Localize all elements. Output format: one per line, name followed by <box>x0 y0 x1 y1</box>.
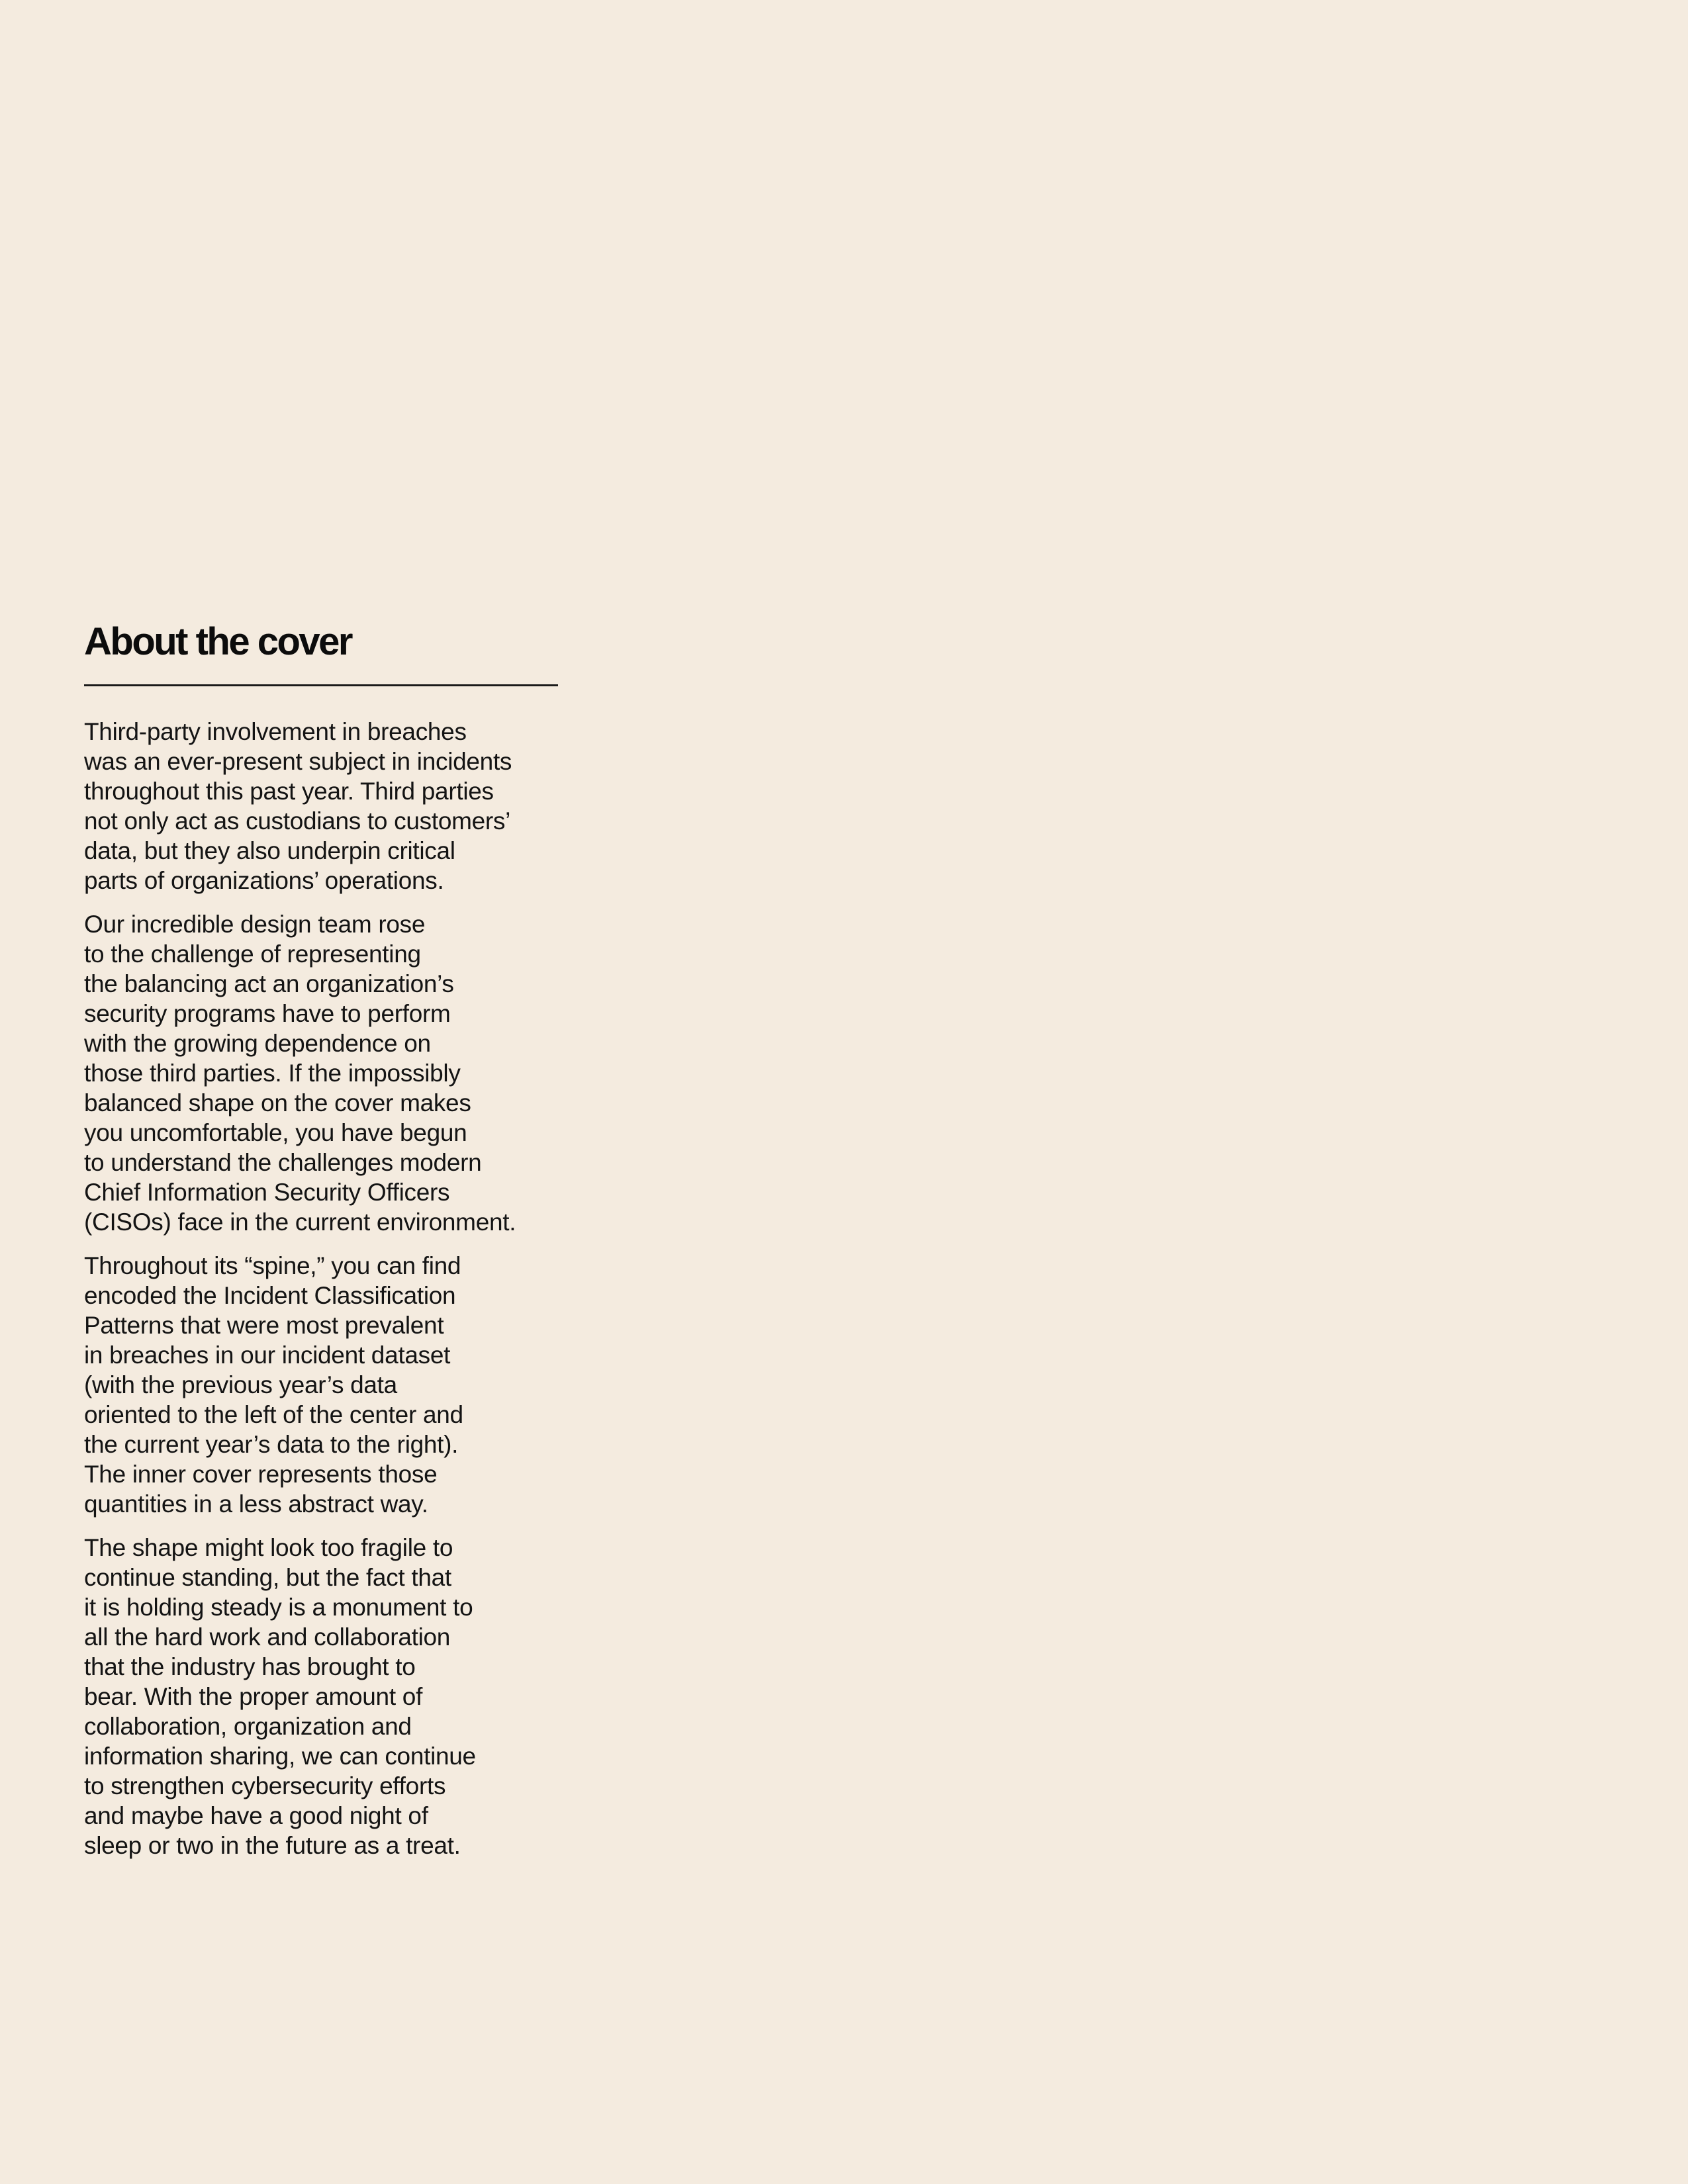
title-divider <box>84 684 558 686</box>
text-line: encoded the Incident Classification <box>84 1282 456 1309</box>
text-line: the current year’s data to the right). <box>84 1431 459 1458</box>
text-line: Third-party involvement in breaches <box>84 718 467 745</box>
text-line: with the growing dependence on <box>84 1030 431 1057</box>
text-line: (with the previous year’s data <box>84 1371 397 1398</box>
paragraph-design-team <box>84 909 559 1237</box>
text-line: to strengthen cybersecurity efforts <box>84 1772 446 1799</box>
text-line: collaboration, organization and <box>84 1713 412 1740</box>
text-line: throughout this past year. Third parties <box>84 778 494 805</box>
text-line: Patterns that were most prevalent <box>84 1312 444 1339</box>
body-copy <box>84 717 559 1860</box>
text-line: to understand the challenges modern <box>84 1149 482 1176</box>
paragraph-fragile-shape <box>84 1533 559 1860</box>
text-line: continue standing, but the fact that <box>84 1564 451 1591</box>
section-title: About the cover <box>84 620 352 663</box>
text-line: (CISOs) face in the current environment. <box>84 1208 516 1236</box>
about-the-cover-section <box>84 615 559 1874</box>
text-line: Throughout its “spine,” you can find <box>84 1252 461 1279</box>
text-line: sleep or two in the future as a treat. <box>84 1832 461 1859</box>
text-line: in breaches in our incident dataset <box>84 1342 451 1369</box>
text-line: data, but they also underpin critical <box>84 837 455 864</box>
paragraph-third-party-involvement <box>84 717 559 895</box>
text-line: quantities in a less abstract way. <box>84 1490 428 1518</box>
text-line: you uncomfortable, you have begun <box>84 1119 467 1146</box>
text-line: The inner cover represents those <box>84 1461 438 1488</box>
text-line: not only act as custodians to customers’ <box>84 807 511 835</box>
text-line: security programs have to perform <box>84 1000 451 1027</box>
text-line: to the challenge of representing <box>84 940 421 968</box>
text-line: that the industry has brought to <box>84 1653 416 1680</box>
text-line: it is holding steady is a monument to <box>84 1594 473 1621</box>
text-line: and maybe have a good night of <box>84 1802 428 1829</box>
text-line: The shape might look too fragile to <box>84 1534 453 1561</box>
text-line: bear. With the proper amount of <box>84 1683 423 1710</box>
text-line: was an ever-present subject in incidents <box>84 748 512 775</box>
text-line: all the hard work and collaboration <box>84 1623 451 1651</box>
text-line: oriented to the left of the center and <box>84 1401 463 1428</box>
text-line: Our incredible design team rose <box>84 911 426 938</box>
text-line: balanced shape on the cover makes <box>84 1089 471 1116</box>
text-line: the balancing act an organization’s <box>84 970 454 997</box>
text-line: those third parties. If the impossibly <box>84 1060 461 1087</box>
text-line: parts of organizations’ operations. <box>84 867 444 894</box>
text-line: information sharing, we can continue <box>84 1743 476 1770</box>
text-line: Chief Information Security Officers <box>84 1179 450 1206</box>
paragraph-spine <box>84 1251 559 1519</box>
